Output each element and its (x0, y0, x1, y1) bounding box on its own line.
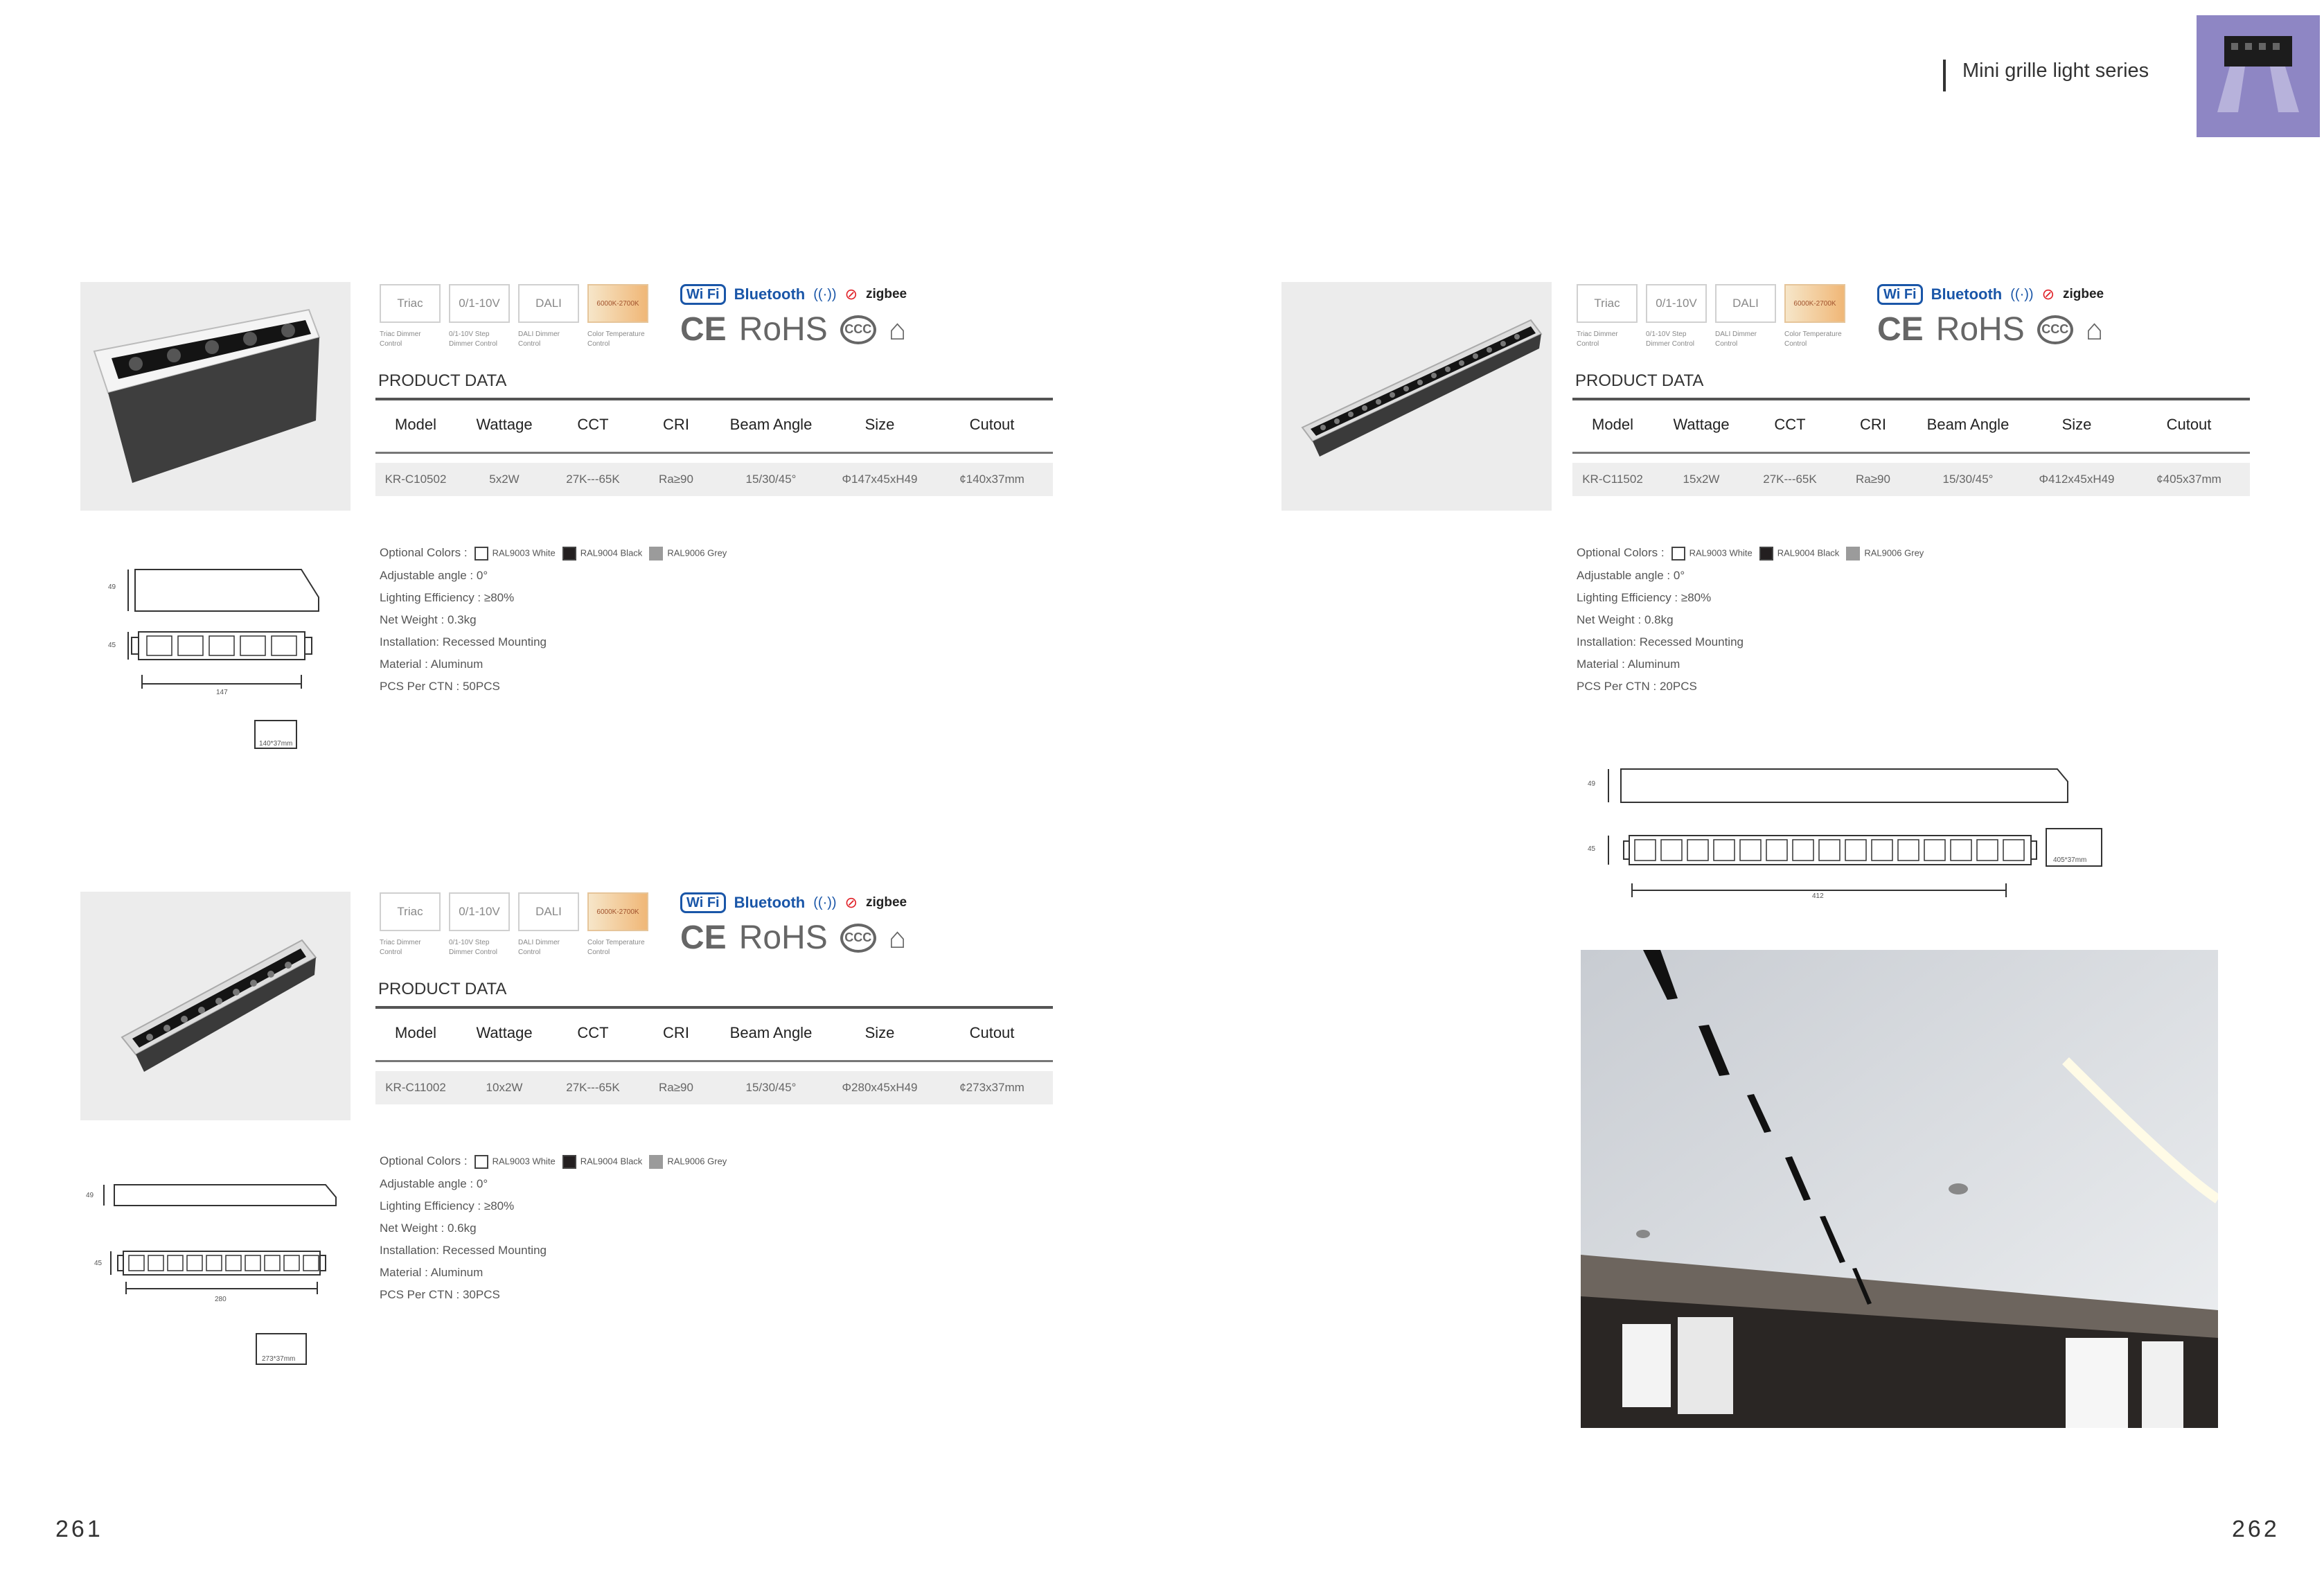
col-wattage: Wattage (476, 416, 533, 433)
dimming-caption-2: Dimmer Control (1646, 340, 1695, 348)
cct-caption: Color Temperature (587, 939, 645, 946)
dimming-caption-2: Dimmer Control (449, 340, 498, 348)
table-rule-mid-3 (375, 1060, 1053, 1062)
spec-pcs-per-ctn: PCS Per CTN : 50PCS (380, 679, 500, 693)
spec-efficiency: Lighting Efficiency : ≥80% (1577, 590, 1712, 604)
table-header-1 (375, 416, 1053, 439)
optional-colors-label: Optional Colors : (380, 1154, 468, 1167)
wifi-logo: Wi Fi (1877, 284, 1923, 305)
col-beam-angle: Beam Angle (729, 1024, 813, 1041)
dimming-caption-2: Dimmer Control (449, 949, 498, 956)
application-photo (1581, 950, 2218, 1428)
optional-colors (380, 542, 727, 565)
col-cct: CCT (577, 416, 609, 433)
cell-cri: Ra≥90 (1856, 473, 1890, 486)
triac-badge: Triac (380, 892, 441, 931)
spec-material: Material : Aluminum (380, 657, 484, 671)
cct-caption: Color Temperature (1784, 330, 1842, 338)
zigbee-icon: ⊘ (844, 285, 858, 303)
grey-label: RAL9006 Grey (667, 1156, 727, 1167)
dimming-caption: 0/1-10V Step (449, 939, 490, 946)
cct-badge: 6000K-2700K (587, 284, 648, 323)
zigbee-logo: zigbee (866, 287, 907, 301)
table-header-3 (375, 1024, 1053, 1048)
cct-caption: Color Temperature (587, 330, 645, 338)
product-data-title-1: PRODUCT DATA (378, 371, 507, 390)
signal-icon: ((·)) (813, 286, 837, 302)
grille-light-icon (2197, 15, 2320, 137)
col-wattage: Wattage (476, 1024, 533, 1041)
dimension-drawing-1 (104, 563, 326, 757)
grey-swatch (649, 1155, 663, 1169)
spec-adjustable-angle: Adjustable angle : 0° (380, 568, 488, 582)
specs-2 (1577, 542, 1924, 698)
col-cct: CCT (1774, 416, 1806, 433)
dim-length: 280 (215, 1296, 227, 1303)
cell-beam-angle: 15/30/45° (745, 1081, 797, 1094)
cert-logos-1 (680, 310, 906, 349)
optional-colors (1577, 542, 1924, 565)
dimension-drawing-2 (1586, 762, 2113, 908)
col-size: Size (2061, 416, 2092, 433)
wifi-logo: Wi Fi (680, 892, 726, 913)
dali-badge: DALI (518, 892, 579, 931)
wifi-logo: Wi Fi (680, 284, 726, 305)
indoor-use-icon: ⌂ (888, 312, 907, 346)
white-label: RAL9003 White (492, 547, 556, 558)
drawing-lines-2 (1586, 762, 2113, 908)
luminaire-15-head-image (1281, 282, 1552, 511)
table-rule-mid-2 (1572, 452, 2250, 454)
ce-logo: CE (680, 311, 727, 348)
triac-badge: Triac (380, 284, 441, 323)
white-swatch (1671, 547, 1685, 561)
dim-cutout: 140*37mm (259, 740, 293, 748)
col-size: Size (864, 1024, 895, 1041)
dali-caption-2: Control (1715, 340, 1738, 348)
protocol-logos-3 (680, 892, 907, 913)
specs-1 (380, 542, 727, 698)
cell-beam-angle: 15/30/45° (1942, 473, 1994, 486)
dali-caption: DALI Dimmer (518, 939, 560, 946)
col-cutout: Cutout (969, 416, 1015, 433)
ccc-icon: CCC (840, 315, 876, 344)
dim-width: 45 (1588, 845, 1596, 853)
dimming-0-10v-badge: 0/1-10V (449, 284, 510, 323)
protocol-logos-2 (1877, 284, 2104, 305)
spec-adjustable-angle: Adjustable angle : 0° (1577, 568, 1685, 582)
cct-badge: 6000K-2700K (1784, 284, 1845, 323)
table-rule-mid-1 (375, 452, 1053, 454)
spec-installation: Installation: Recessed Mounting (380, 635, 547, 649)
table-rule-top-2 (1572, 398, 2250, 400)
dim-cutout: 273*37mm (262, 1355, 296, 1363)
spec-net-weight: Net Weight : 0.6kg (380, 1221, 477, 1235)
optional-colors (380, 1150, 727, 1173)
cell-size: Φ147x45xH49 (842, 473, 918, 486)
zigbee-logo: zigbee (866, 895, 907, 910)
col-wattage: Wattage (1673, 416, 1730, 433)
triac-badge: Triac (1577, 284, 1638, 323)
spec-installation: Installation: Recessed Mounting (1577, 635, 1744, 649)
spec-installation: Installation: Recessed Mounting (380, 1243, 547, 1257)
dim-width: 45 (108, 642, 116, 649)
table-header-2 (1572, 416, 2250, 439)
indoor-use-icon: ⌂ (2085, 312, 2104, 346)
col-model: Model (395, 416, 436, 433)
ce-logo: CE (680, 919, 727, 956)
grey-swatch (1846, 547, 1860, 561)
dim-height: 49 (1588, 780, 1596, 788)
dimming-caption: 0/1-10V Step (1646, 330, 1687, 338)
spec-material: Material : Aluminum (1577, 657, 1680, 671)
cell-cri: Ra≥90 (659, 1081, 693, 1094)
black-label: RAL9004 Black (1777, 547, 1840, 558)
cell-beam-angle: 15/30/45° (745, 473, 797, 486)
dim-height: 49 (86, 1192, 94, 1199)
zigbee-icon: ⊘ (2041, 285, 2055, 303)
col-cct: CCT (577, 1024, 609, 1041)
cell-wattage: 5x2W (489, 473, 520, 486)
table-row (375, 1071, 1053, 1104)
dimming-0-10v-badge: 0/1-10V (449, 892, 510, 931)
table-row (375, 463, 1053, 496)
dimming-caption: 0/1-10V Step (449, 330, 490, 338)
ce-logo: CE (1877, 311, 1924, 348)
dim-width: 45 (94, 1260, 103, 1267)
col-cutout: Cutout (2166, 416, 2212, 433)
black-swatch (562, 547, 576, 561)
cell-wattage: 10x2W (486, 1081, 523, 1094)
spec-pcs-per-ctn: PCS Per CTN : 20PCS (1577, 679, 1697, 693)
table-rule-top-3 (375, 1006, 1053, 1009)
dimension-drawing-3 (83, 1178, 360, 1372)
triac-caption: Triac Dimmer (380, 330, 421, 338)
dim-length: 147 (216, 689, 228, 696)
cct-caption-2: Control (587, 949, 610, 956)
dali-caption-2: Control (518, 949, 541, 956)
rohs-logo: RoHS (738, 311, 828, 348)
cell-model: KR-C11502 (1582, 473, 1643, 486)
spec-efficiency: Lighting Efficiency : ≥80% (380, 590, 515, 604)
triac-caption-2: Control (1577, 340, 1599, 348)
optional-colors-label: Optional Colors : (1577, 546, 1665, 559)
signal-icon: ((·)) (2010, 286, 2034, 302)
white-swatch (474, 1155, 488, 1169)
cell-cutout: ¢140x37mm (959, 473, 1024, 486)
cell-size: Φ412x45xH49 (2039, 473, 2115, 486)
cell-cutout: ¢405x37mm (2156, 473, 2221, 486)
spec-efficiency: Lighting Efficiency : ≥80% (380, 1199, 515, 1212)
dali-caption: DALI Dimmer (1715, 330, 1757, 338)
triac-caption: Triac Dimmer (380, 939, 421, 946)
rohs-logo: RoHS (738, 919, 828, 956)
black-swatch (562, 1155, 576, 1169)
triac-caption: Triac Dimmer (1577, 330, 1618, 338)
dali-caption: DALI Dimmer (518, 330, 560, 338)
specs-3 (380, 1150, 727, 1306)
zigbee-logo: zigbee (2063, 287, 2104, 301)
dali-caption-2: Control (518, 340, 541, 348)
spec-material: Material : Aluminum (380, 1265, 484, 1279)
cct-caption-2: Control (1784, 340, 1807, 348)
zigbee-icon: ⊘ (844, 894, 858, 911)
col-beam-angle: Beam Angle (1926, 416, 2010, 433)
cell-cct: 27K---65K (1763, 473, 1817, 486)
grey-swatch (649, 547, 663, 561)
black-label: RAL9004 Black (580, 547, 643, 558)
black-swatch (1759, 547, 1773, 561)
col-cri: CRI (663, 1024, 689, 1041)
cct-caption-2: Control (587, 340, 610, 348)
col-cri: CRI (1860, 416, 1886, 433)
cct-badge: 6000K-2700K (587, 892, 648, 931)
bluetooth-logo: Bluetooth (1931, 285, 2003, 303)
cell-model: KR-C11002 (385, 1081, 446, 1094)
dali-badge: DALI (518, 284, 579, 323)
ccc-icon: CCC (840, 924, 876, 953)
cell-cri: Ra≥90 (659, 473, 693, 486)
indoor-use-icon: ⌂ (888, 921, 907, 954)
col-model: Model (395, 1024, 436, 1041)
table-row (1572, 463, 2250, 496)
rohs-logo: RoHS (1935, 311, 2025, 348)
header-divider (1943, 60, 1946, 91)
page-number-left: 261 (55, 1516, 103, 1542)
white-swatch (474, 547, 488, 561)
cell-size: Φ280x45xH49 (842, 1081, 918, 1094)
dali-badge: DALI (1715, 284, 1776, 323)
cell-model: KR-C10502 (384, 473, 447, 486)
drawing-lines-3 (83, 1178, 360, 1372)
col-beam-angle: Beam Angle (729, 416, 813, 433)
cell-cutout: ¢273x37mm (959, 1081, 1024, 1094)
grey-label: RAL9006 Grey (667, 547, 727, 558)
spec-net-weight: Net Weight : 0.3kg (380, 612, 477, 626)
grey-label: RAL9006 Grey (1864, 547, 1924, 558)
dim-height: 49 (108, 583, 116, 591)
bluetooth-logo: Bluetooth (734, 285, 806, 303)
product-photo-kr-c11002 (80, 892, 351, 1120)
bluetooth-logo: Bluetooth (734, 894, 806, 911)
triac-caption-2: Control (380, 949, 402, 956)
product-data-title-2: PRODUCT DATA (1575, 371, 1704, 390)
spec-net-weight: Net Weight : 0.8kg (1577, 612, 1674, 626)
product-photo-kr-c11502 (1281, 282, 1552, 511)
cell-wattage: 15x2W (1683, 473, 1720, 486)
ccc-icon: CCC (2037, 315, 2073, 344)
col-cutout: Cutout (969, 1024, 1015, 1041)
cert-logos-3 (680, 919, 906, 957)
cell-cct: 27K---65K (566, 473, 620, 486)
cell-cct: 27K---65K (566, 1081, 620, 1094)
spec-adjustable-angle: Adjustable angle : 0° (380, 1176, 488, 1190)
ceiling-scene-image (1581, 950, 2218, 1428)
black-label: RAL9004 Black (580, 1156, 643, 1167)
dim-length: 412 (1812, 892, 1824, 900)
product-photo-kr-c10502 (80, 282, 351, 511)
luminaire-10-head-image (80, 892, 351, 1120)
table-rule-top-1 (375, 398, 1053, 400)
col-model: Model (1592, 416, 1633, 433)
white-label: RAL9003 White (1689, 547, 1753, 558)
col-size: Size (864, 416, 895, 433)
cert-logos-2 (1877, 310, 2103, 349)
signal-icon: ((·)) (813, 894, 837, 910)
triac-caption-2: Control (380, 340, 402, 348)
page-number-right: 262 (2232, 1516, 2280, 1542)
optional-colors-label: Optional Colors : (380, 546, 468, 559)
spec-pcs-per-ctn: PCS Per CTN : 30PCS (380, 1287, 500, 1301)
series-thumbnail (2197, 15, 2320, 137)
luminaire-5-head-image (80, 282, 351, 511)
white-label: RAL9003 White (492, 1156, 556, 1167)
dimming-0-10v-badge: 0/1-10V (1646, 284, 1707, 323)
product-data-title-3: PRODUCT DATA (378, 980, 507, 998)
col-cri: CRI (663, 416, 689, 433)
series-title: Mini grille light series (1962, 60, 2149, 82)
dim-cutout: 405*37mm (2053, 856, 2087, 864)
protocol-logos-1 (680, 284, 907, 305)
drawing-lines-1 (104, 563, 326, 757)
